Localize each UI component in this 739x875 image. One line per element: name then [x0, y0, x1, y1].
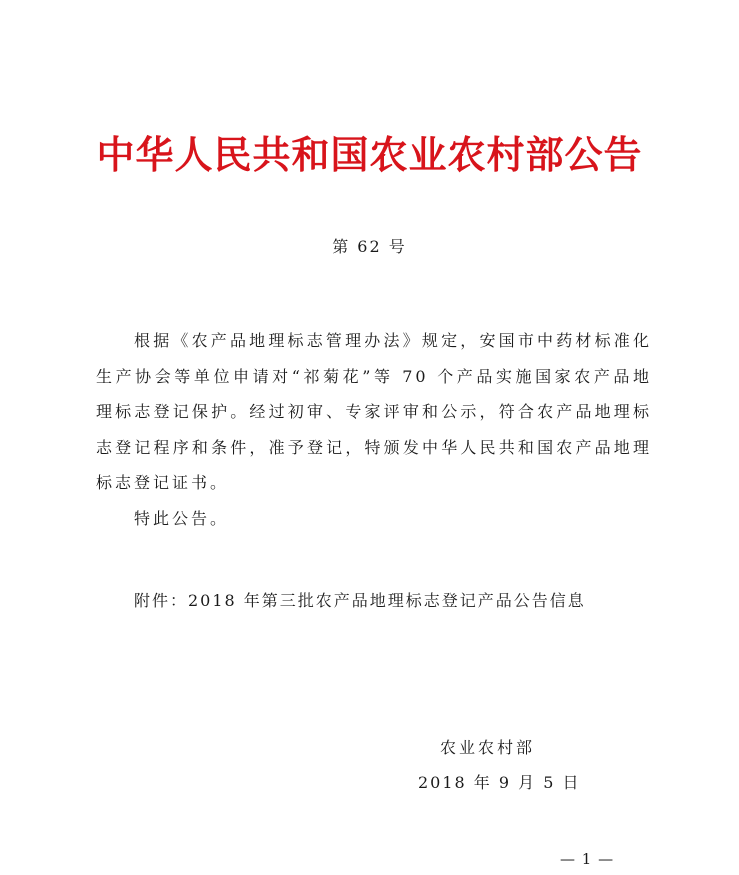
attachment-note: 附件：2018 年第三批农产品地理标志登记产品公告信息: [134, 591, 586, 610]
body-paragraph-main: 根据《农产品地理标志管理办法》规定，安国市中药材标准化生产协会等单位申请对“祁菊花”等 70 个产品实施国家农产品地理标志登记保护。经过初审、专家评审和公示，符合农产品地理标志登记程序和条件，准予登记，特颁发中华人民共和国农产品地理标志登记证书。: [96, 331, 652, 493]
issue-date: 2018 年 9 月 5 日: [418, 773, 581, 792]
document-body: [96, 323, 652, 537]
document-title: 中华人民共和国农业农村部公告: [96, 133, 643, 178]
body-paragraph-closing: 特此公告。: [134, 508, 230, 528]
announcement-number: 第 62 号: [332, 237, 407, 256]
issuing-authority: 农业农村部: [440, 738, 536, 757]
page-number: — 1 —: [560, 850, 615, 868]
